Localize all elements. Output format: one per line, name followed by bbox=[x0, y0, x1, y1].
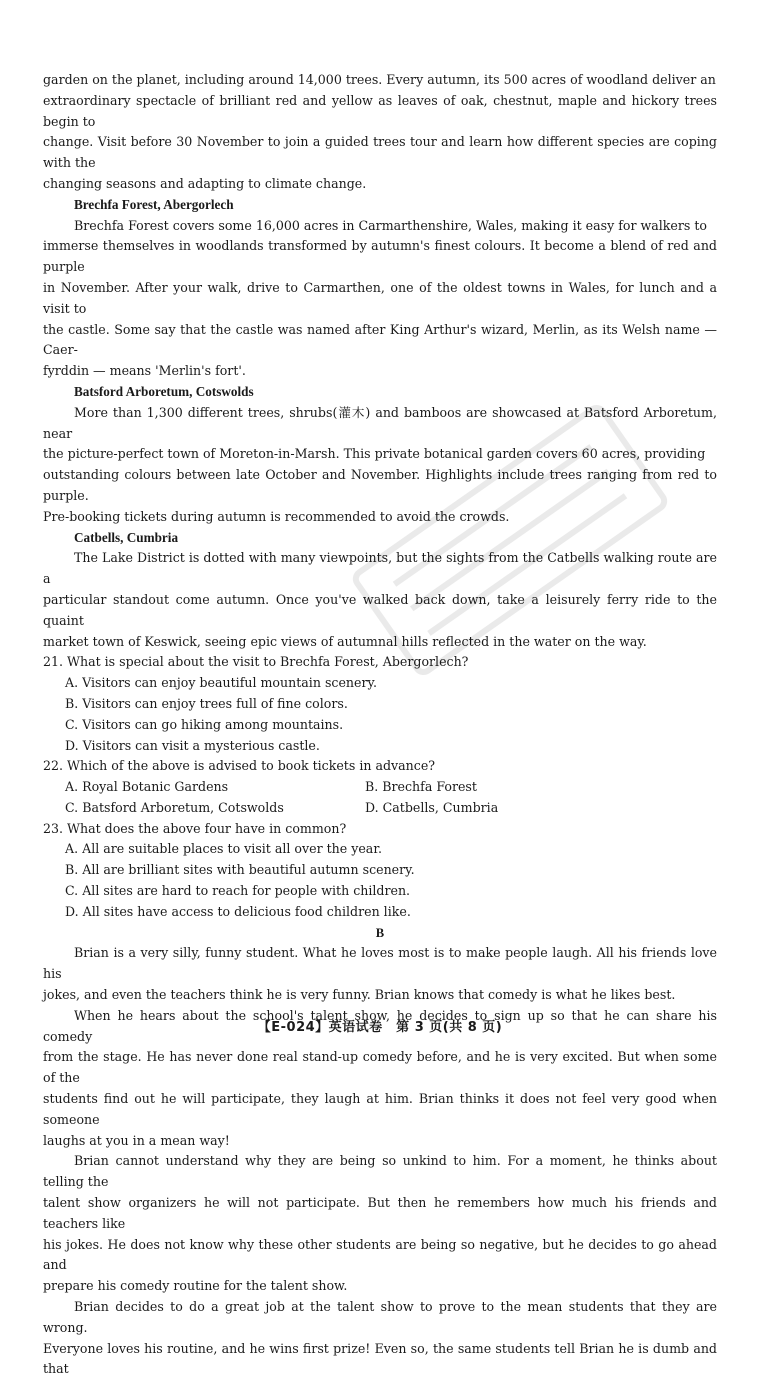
text-line: Pre-booking tickets during autumn is recommended to avoid the crowds. bbox=[43, 508, 510, 524]
text-line: The Lake District is dotted with many viewpoints, but the sights from the Catbells walking route are a bbox=[43, 550, 717, 587]
heading-batsford: Batsford Arboretum, Cotswolds bbox=[74, 383, 254, 399]
passage-brechfa bbox=[43, 216, 717, 382]
option-row bbox=[43, 798, 717, 819]
passage-intro bbox=[43, 70, 717, 195]
text-line: change. Visit before 30 November to join a guided trees tour and learn how different species are coping with the bbox=[43, 134, 717, 171]
text-line: Brian is a very silly, funny student. What he loves most is to make people laugh. All his friends love his bbox=[43, 945, 717, 982]
text-line: talent show organizers he will not participate. But then he remembers how much his friends and teachers like bbox=[43, 1195, 717, 1231]
text-line: changing seasons and adapting to climate change. bbox=[43, 175, 367, 191]
exam-page bbox=[43, 70, 717, 1380]
text-line: Brian cannot understand why they are being so unkind to him. For a moment, he thinks about telling the bbox=[43, 1153, 717, 1190]
question-21 bbox=[43, 652, 717, 756]
option-d: D. Catbells, Cumbria bbox=[365, 799, 499, 815]
option-c: C. Visitors can go hiking among mountains. bbox=[65, 716, 344, 732]
text-line: Brechfa Forest covers some 16,000 acres in Carmarthenshire, Wales, making it easy for walkers to bbox=[74, 217, 708, 233]
section-label-b: B bbox=[375, 925, 385, 940]
heading-brechfa: Brechfa Forest, Abergorlech bbox=[74, 196, 234, 212]
passage-batsford bbox=[43, 403, 717, 528]
question-stem: 23. What does the above four have in common? bbox=[43, 820, 347, 836]
option-a: A. All are suitable places to visit all over the year. bbox=[65, 841, 382, 857]
option-b: B. Brechfa Forest bbox=[365, 779, 477, 795]
text-line: When he hears about the school's talent show, he decides to sign up so that he can share his comedy bbox=[43, 1007, 717, 1044]
text-line: from the stage. He has never done real stand-up comedy before, and he is very excited. But when some of the bbox=[43, 1049, 717, 1086]
text-line: market town of Keswick, seeing epic views of autumnal hills reflected in the water on the way. bbox=[43, 633, 647, 649]
question-stem: 22. Which of the above is advised to book tickets in advance? bbox=[43, 758, 436, 774]
question-23 bbox=[43, 819, 717, 923]
option-row bbox=[43, 777, 717, 798]
text-line: jokes, and even the teachers think he is very funny. Brian knows that comedy is what he likes best. bbox=[43, 987, 676, 1003]
option-a: A. Royal Botanic Gardens bbox=[65, 779, 229, 795]
option-c: C. All sites are hard to reach for people with children. bbox=[65, 883, 411, 899]
heading-catbells: Catbells, Cumbria bbox=[74, 529, 179, 545]
page-footer: 【E-024】英语试卷 第 3 页(共 8 页) bbox=[257, 1020, 503, 1035]
option-b: B. Visitors can enjoy trees full of fine colors. bbox=[65, 695, 348, 711]
text-line: prepare his comedy routine for the talent show. bbox=[43, 1278, 348, 1294]
text-line: in November. After your walk, drive to Carmarthen, one of the oldest towns in Wales, for lunch and a visit to bbox=[43, 279, 717, 316]
passage-b bbox=[43, 943, 717, 1380]
text-line: the picture-perfect town of Moreton-in-Marsh. This private botanical garden covers 60 acres, providing bbox=[43, 446, 706, 462]
option-d: D. All sites have access to delicious food children like. bbox=[65, 903, 411, 919]
option-d: D. Visitors can visit a mysterious castle. bbox=[65, 737, 320, 753]
text-line: Everyone loves his routine, and he wins first prize! Even so, the same students tell Brian he is dumb and that bbox=[43, 1340, 717, 1377]
question-stem: 21. What is special about the visit to Brechfa Forest, Abergorlech? bbox=[43, 654, 469, 670]
text-line: students find out he will participate, they laugh at him. Brian thinks it does not feel very good when someone bbox=[43, 1091, 717, 1127]
text-line: laughs at you in a mean way! bbox=[43, 1132, 230, 1148]
question-22 bbox=[43, 756, 717, 818]
text-line: his jokes. He does not know why these other students are being so negative, but he decides to go ahead and bbox=[43, 1236, 717, 1273]
option-c: C. Batsford Arboretum, Cotswolds bbox=[65, 799, 284, 815]
option-a: A. Visitors can enjoy beautiful mountain scenery. bbox=[65, 675, 377, 691]
text-line: garden on the planet, including around 14,000 trees. Every autumn, its 500 acres of woodland deliver an bbox=[43, 72, 716, 87]
text-line: particular standout come autumn. Once you've walked back down, take a leisurely ferry ride to the quaint bbox=[43, 591, 717, 628]
text-line: fyrddin — means 'Merlin's fort'. bbox=[43, 363, 246, 379]
text-line: outstanding colours between late October and November. Highlights include trees ranging from red to purple. bbox=[43, 467, 717, 503]
passage-catbells bbox=[43, 548, 717, 652]
text-line: Brian decides to do a great job at the talent show to prove to the mean students that they are wrong. bbox=[43, 1299, 717, 1335]
option-b: B. All are brilliant sites with beautiful autumn scenery. bbox=[65, 862, 415, 878]
text-line: the castle. Some say that the castle was named after King Arthur's wizard, Merlin, as its Welsh name — Caer- bbox=[43, 321, 717, 358]
text-line: More than 1,300 different trees, shrubs(灌木) and bamboos are showcased at Batsford Arboretum, near bbox=[43, 404, 717, 441]
text-line: immerse themselves in woodlands transformed by autumn's finest colours. It become a blend of red and purple bbox=[43, 238, 717, 275]
text-line: extraordinary spectacle of brilliant red and yellow as leaves of oak, chestnut, maple and hickory trees begin to bbox=[43, 92, 717, 129]
